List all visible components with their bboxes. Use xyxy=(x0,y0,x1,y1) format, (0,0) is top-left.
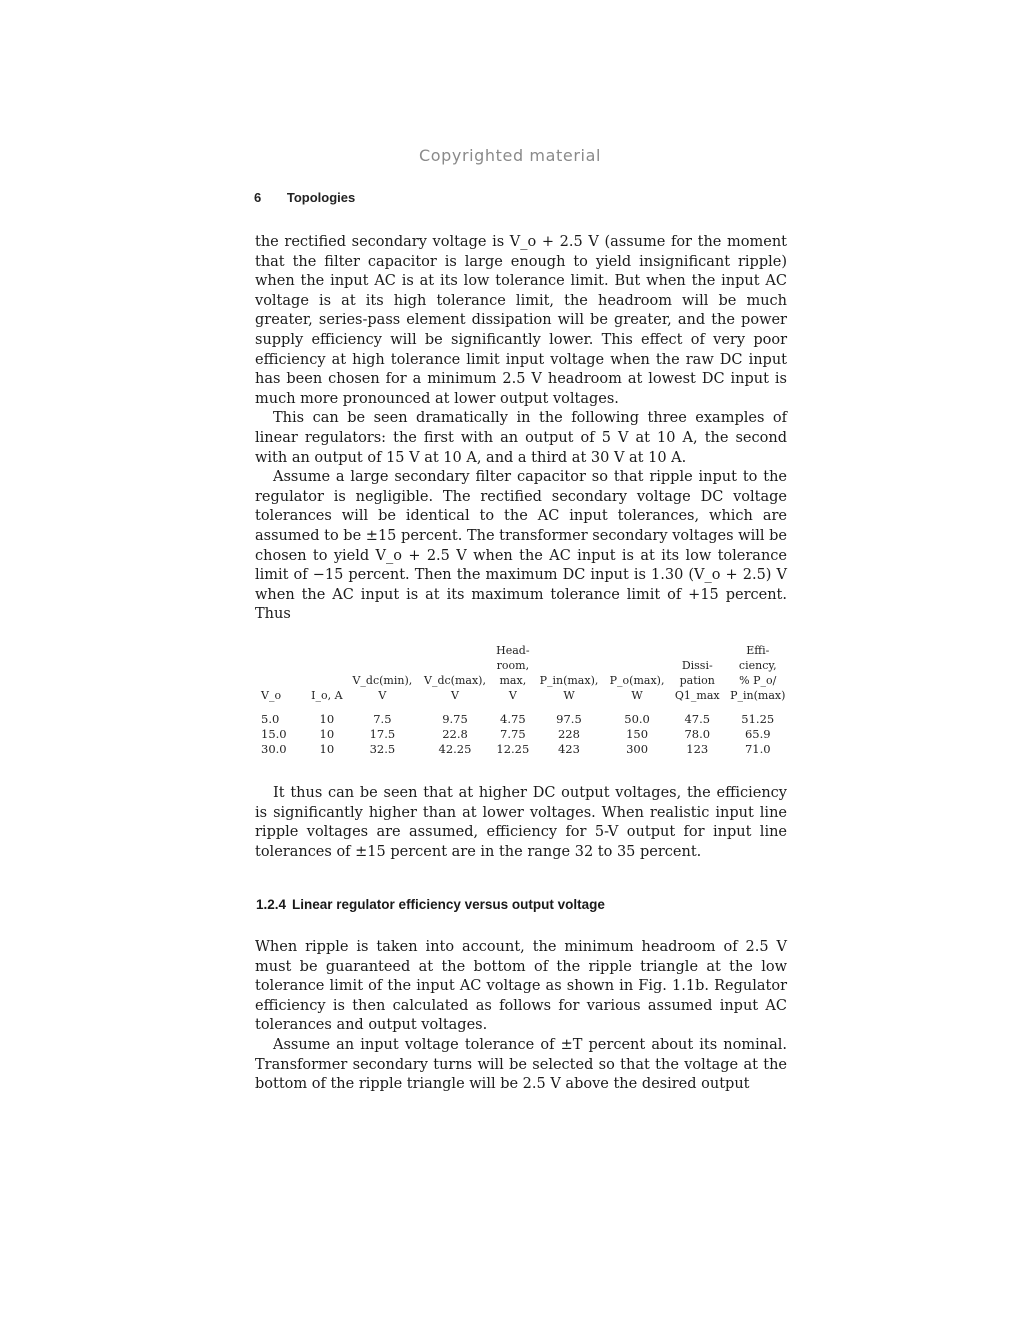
table-header xyxy=(492,643,534,712)
table-cell: 5.0 xyxy=(261,712,280,726)
table-cell: 65.9 xyxy=(744,727,771,741)
table-body xyxy=(253,712,791,757)
table-row xyxy=(253,727,791,742)
table-cell: 12.25 xyxy=(496,742,530,756)
section-number: 1.2.4 xyxy=(256,897,287,912)
page-number: 6 xyxy=(254,190,262,205)
table-header-line: V xyxy=(451,689,459,702)
table-row xyxy=(253,742,791,757)
table-header-line: ciency, xyxy=(738,659,777,672)
table-header xyxy=(670,643,725,712)
table-header xyxy=(418,643,492,712)
table-cell: 71.0 xyxy=(744,742,771,756)
table-header-line: pation xyxy=(679,674,715,687)
table-cell: 423 xyxy=(557,742,580,756)
table-header-line: room, xyxy=(496,659,530,672)
table-header-line: P_in(max), xyxy=(539,674,599,687)
table-cell: 51.25 xyxy=(741,712,775,726)
table-cell: 300 xyxy=(626,742,649,756)
running-head xyxy=(254,190,355,205)
section-heading xyxy=(256,895,676,914)
table-header-line: V_o xyxy=(261,689,282,702)
paragraph: Assume a large secondary filter capacitor so that ripple input to the regulator is negligible. The rectified secondary voltage DC voltage tolerances will be identical to the AC input tolerances, which are assumed to be ±15 percent. The transformer secondary voltages will be chosen to yield V_o + 2.5 V when the AC input is at its low tolerance limit of −15 percent. Then the maximum DC input is 1.30 (V_o + 2.5) V when the AC input is at its maximum tolerance limit of +15 percent. Thus xyxy=(255,469,787,623)
table-header xyxy=(347,643,418,712)
table-cell: 17.5 xyxy=(369,727,396,741)
table-header xyxy=(604,643,670,712)
paragraph: When ripple is taken into account, the minimum headroom of 2.5 V must be guaranteed at the bottom of the ripple triangle at the low tolerance limit of the input AC voltage as shown in Fig. 1.1b. Regulator efficiency is then calculated as follows for various assumed input AC tolerances and output voltages. xyxy=(255,939,787,1034)
table-cell: 42.25 xyxy=(438,742,472,756)
paragraph: the rectified secondary voltage is V_o + 2.5 V (assume for the moment that the filter capacitor is large enough to yield insignificant ripple) when the input AC is at its low tolerance limit. But when the input AC voltage is at its high tolerance limit, the headroom will be much greater, series-pass element dissipation will be greater, and the power supply efficiency will be significantly lower. This effect of very poor efficiency at high tolerance limit input voltage when the raw DC input has been chosen for a minimum 2.5 V headroom at lowest DC input is much more pronounced at lower output voltages. xyxy=(255,234,787,407)
table-cell: 30.0 xyxy=(261,742,287,756)
table-cell: 9.75 xyxy=(442,712,468,726)
table-cell: 10 xyxy=(319,712,335,726)
table-cell: 123 xyxy=(686,742,709,756)
table-header-line: max, xyxy=(499,674,527,687)
paragraph: Assume an input voltage tolerance of ±T percent about its nominal. Transformer secondary turns will be selected so that the voltage at the bottom of the ripple triangle will be 2.5 V above the desired output xyxy=(255,1036,787,1093)
section-title: Linear regulator efficiency versus output voltage xyxy=(292,897,605,912)
paragraph: It thus can be seen that at higher DC output voltages, the efficiency is significantly higher than at lower voltages. When realistic input line ripple voltages are assumed, efficiency for 5-V output for input line tolerances of ±15 percent are in the range 32 to 35 percent. xyxy=(255,785,787,860)
table-header-row xyxy=(253,643,791,712)
table-cell: 15.0 xyxy=(261,727,287,741)
table-cell: 22.8 xyxy=(442,727,468,741)
chapter-title: Topologies xyxy=(286,190,356,205)
table-cell: 32.5 xyxy=(369,742,396,756)
table-header-line: % P_o/ xyxy=(739,674,777,687)
table-header-line: W xyxy=(563,689,575,702)
table-cell: 228 xyxy=(557,727,580,741)
table-row xyxy=(253,712,791,727)
table-header-line: I_o, A xyxy=(311,689,343,702)
table-header-line: V_dc(min), xyxy=(352,674,413,687)
table-header-line: Q1_max xyxy=(674,689,720,702)
table-header xyxy=(253,643,307,712)
table-cell: 4.75 xyxy=(500,712,526,726)
table-cell: 10 xyxy=(319,742,335,756)
table-cell: 47.5 xyxy=(684,712,711,726)
body-text-block-3 xyxy=(255,938,787,1095)
table-cell: 150 xyxy=(626,727,649,741)
table-header-line: Dissi- xyxy=(681,659,713,672)
table-cell: 7.75 xyxy=(500,727,526,741)
table-cell: 10 xyxy=(319,727,335,741)
table-header xyxy=(307,643,347,712)
table-cell: 7.5 xyxy=(373,712,392,726)
table-cell: 78.0 xyxy=(684,727,711,741)
table-header xyxy=(725,643,791,712)
table-cell: 97.5 xyxy=(556,712,582,726)
table-header-line: V xyxy=(508,689,517,702)
table-header xyxy=(534,643,604,712)
table-header-line: W xyxy=(631,689,643,702)
paragraph: This can be seen dramatically in the following three examples of linear regulators: the first with an output of 5 V at 10 A, the second with an output of 15 V at 10 A, and a third at 30 V at 10 A. xyxy=(255,410,787,466)
table-cell: 50.0 xyxy=(624,712,650,726)
table-header-line: Effi- xyxy=(746,644,770,657)
body-text-block-2 xyxy=(255,784,787,862)
copyright-watermark: Copyrighted material xyxy=(418,146,602,165)
body-text-block-1 xyxy=(255,233,787,625)
table-header-line: V xyxy=(378,689,387,702)
table-header-line: P_in(max) xyxy=(730,689,786,702)
efficiency-table xyxy=(253,643,791,757)
table-header-line: V_dc(max), xyxy=(424,674,486,687)
table-header-line: P_o(max), xyxy=(609,674,665,687)
table-header-line: Head- xyxy=(496,644,530,657)
